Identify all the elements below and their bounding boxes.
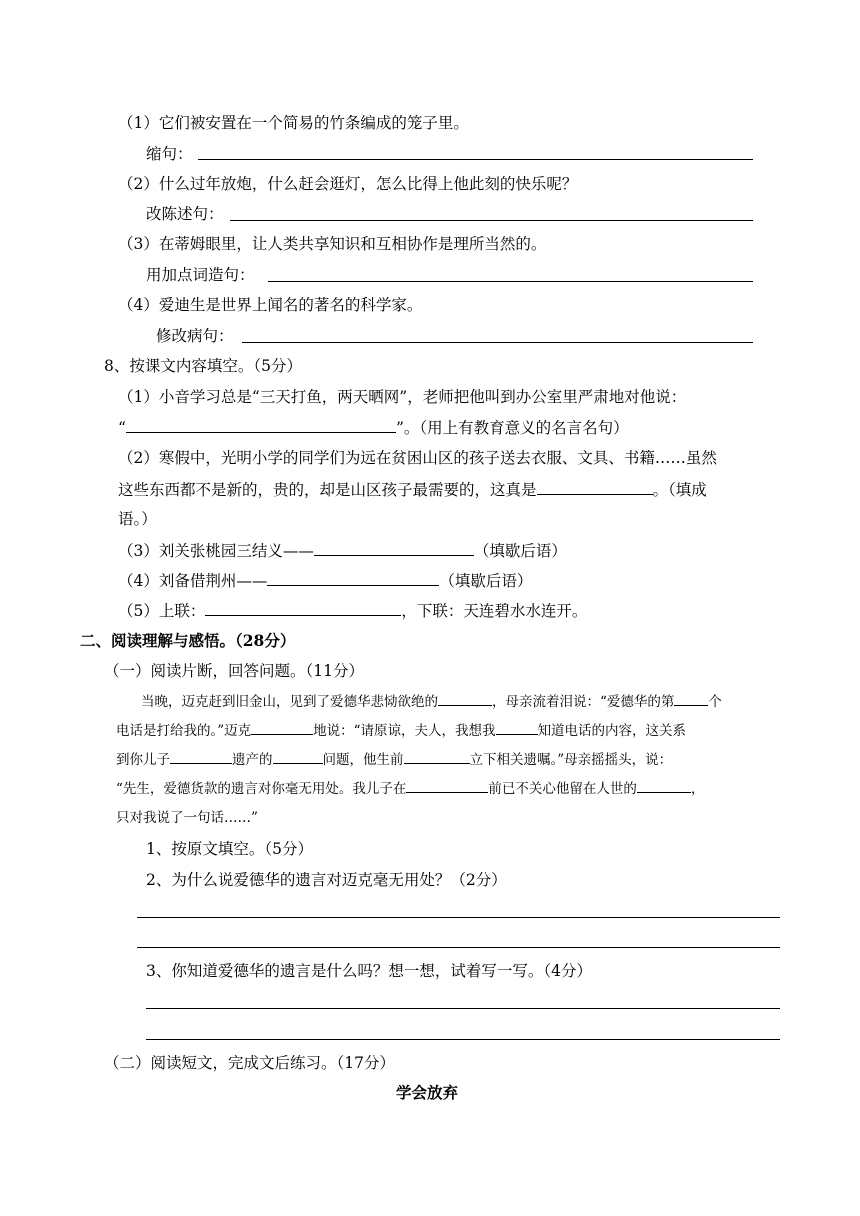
answer-line[interactable] <box>198 159 753 160</box>
q8-item2-line2 <box>118 478 707 501</box>
q8-heading: 8、按课文内容填空。（5分） <box>104 357 302 375</box>
passage-text: 立下相关遗嘱。”母亲摇摇头，说： <box>469 752 673 768</box>
part1-q1: 1、按原文填空。（5分） <box>146 840 313 858</box>
q7-item4-sentence: （4）爱迪生是世界上闻名的著名的科学家。 <box>118 296 423 314</box>
q8-item4-hint: （填歇后语） <box>439 572 533 590</box>
blank[interactable] <box>251 721 313 735</box>
part1-heading: （一）阅读片断，回答问题。（11分） <box>104 662 364 680</box>
q8-item5-suffix: ，下联：天连碧水水连开。 <box>401 602 588 620</box>
passage-text: ， <box>690 781 705 797</box>
q7-item2-prompt: 改陈述句： <box>146 205 224 223</box>
q8-item2-text2: 这些东西都不是新的，贵的，却是山区孩子最需要的，这真是 <box>118 481 537 499</box>
q7-item3-sentence: （3）在蒂姆眼里，让人类共享知识和互相协作是理所当然的。 <box>118 235 547 253</box>
q7-item3-prompt: 用加点词造句： <box>146 266 255 284</box>
open-quote: “ <box>118 419 126 437</box>
answer-line[interactable] <box>268 281 753 282</box>
q8-item2-text: （2）寒假中，光明小学的同学们为远在贫困山区的孩子送去衣服、文具、书籍……虽然 <box>118 449 717 467</box>
passage-line-2 <box>116 720 686 742</box>
passage-line-4 <box>116 778 704 800</box>
answer-line[interactable] <box>230 220 753 221</box>
section2-heading: 二、阅读理解与感悟。（28分） <box>80 631 296 650</box>
q8-item3 <box>118 539 567 562</box>
answer-line[interactable] <box>242 342 753 343</box>
blank[interactable] <box>170 750 232 764</box>
part2-heading: （二）阅读短文，完成文后练习。（17分） <box>104 1054 395 1072</box>
passage-text: 知道电话的内容，这关系 <box>537 723 687 739</box>
q8-item1-text: （1）小音学习总是“三天打鱼，两天晒网”，老师把他叫到办公室里严肃地对他说： <box>118 388 687 406</box>
blank[interactable] <box>126 416 396 433</box>
q8-item5-text: （5）上联： <box>118 602 206 620</box>
passage-text: 问题，他生前 <box>322 752 404 768</box>
blank[interactable] <box>438 692 492 706</box>
passage-text: 地说：“请原谅，夫人，我想我 <box>313 723 496 739</box>
answer-line[interactable] <box>146 1039 780 1040</box>
part1-q3: 3、你知道爱德华的遗言是什么吗？想一想，试着写一写。（4分） <box>146 962 592 980</box>
blank[interactable] <box>637 779 691 793</box>
q7-item2-sentence: （2）什么过年放炮，什么赶会逛灯，怎么比得上他此刻的快乐呢？ <box>118 175 578 193</box>
part1-q2: 2、为什么说爱德华的遗言对迈克毫无用处？（2分） <box>146 871 507 889</box>
passage-text: 遗产的 <box>232 752 273 768</box>
blank[interactable] <box>674 692 708 706</box>
answer-line[interactable] <box>137 947 780 948</box>
q7-item1-prompt: 缩句： <box>146 145 193 163</box>
blank[interactable] <box>267 569 439 586</box>
passage-text: 当晚，迈克赶到旧金山，见到了爱德华悲恸欲绝的 <box>141 694 438 710</box>
q8-item1-blank-line <box>118 416 629 439</box>
blank[interactable] <box>273 750 323 764</box>
q8-item3-hint: （填歇后语） <box>473 542 567 560</box>
q8-item2-text3: 。（填成 <box>652 481 707 499</box>
passage-text: 电话是打给我的。”迈克 <box>116 723 252 739</box>
passage-text: “先生，爱德货款的遗言对你毫无用处。我儿子在 <box>116 781 407 797</box>
passage-text: 到你儿子 <box>116 752 170 768</box>
passage-line-5: 只对我说了一句话……” <box>116 810 258 826</box>
blank[interactable] <box>406 779 488 793</box>
blank[interactable] <box>314 539 474 556</box>
passage-line-1 <box>141 691 722 713</box>
passage-text: 个 <box>708 694 722 710</box>
answer-line[interactable] <box>137 917 780 918</box>
q8-item1-suffix: ”。（用上有教育意义的名言名句） <box>395 419 629 437</box>
q8-item2-text4: 语。） <box>118 510 157 528</box>
blank[interactable] <box>496 721 538 735</box>
passage-text: ，母亲流着泪说：“爱德华的第 <box>492 694 675 710</box>
blank[interactable] <box>404 750 470 764</box>
article-title: 学会放弃 <box>396 1083 459 1102</box>
passage-text: 前已不关心他留在人世的 <box>488 781 637 797</box>
blank[interactable] <box>537 478 653 495</box>
q7-item4-prompt: 修改病句： <box>156 327 234 345</box>
passage-line-3 <box>116 749 672 771</box>
q7-item1-sentence: （1）它们被安置在一个简易的竹条编成的笼子里。 <box>118 114 469 132</box>
blank[interactable] <box>205 599 401 616</box>
q8-item4 <box>118 569 532 592</box>
q8-item4-text: （4）刘备借荆州—— <box>118 572 268 590</box>
q8-item3-text: （3）刘关张桃园三结义—— <box>118 542 314 560</box>
answer-line[interactable] <box>146 1008 780 1009</box>
q8-item5 <box>118 599 587 622</box>
